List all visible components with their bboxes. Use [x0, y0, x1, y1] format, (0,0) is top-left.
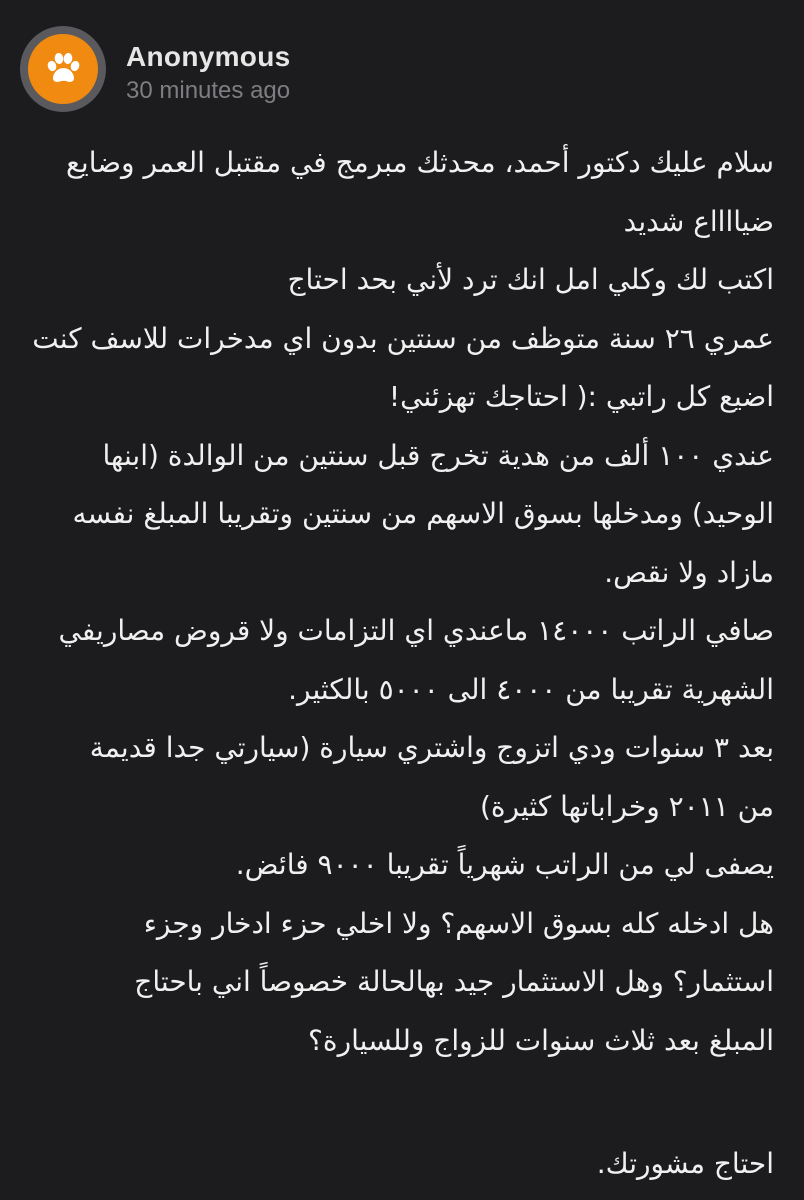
post-text-line: اكتب لك وكلي امل انك ترد لأني بحد احتاج — [287, 263, 774, 296]
post-text-blank-line — [20, 1070, 774, 1129]
post-text-line: المبلغ بعد ثلاث سنوات للزواج وللسيارة؟ — [308, 1023, 774, 1057]
post-text-line: من ٢٠١١ وخراباتها كثيرة) — [479, 789, 774, 823]
avatar-circle — [28, 34, 98, 104]
post-text-line: احتاج مشورتك. — [596, 1146, 774, 1180]
paw-icon — [43, 49, 83, 89]
post-text-line: ضيااااع شديد — [623, 204, 774, 238]
post-text-line: عندي ١٠٠ ألف من هدية تخرج قبل سنتين من الوالدة (ابنها — [102, 438, 774, 472]
post-text-line: صافي الراتب ١٤٠٠٠ ماعندي اي التزامات ولا قروض مصاريفي — [58, 614, 774, 647]
post-text-line: بعد ٣ سنوات ودي اتزوج واشتري سيارة (سيارتي جدا قديمة — [89, 731, 774, 764]
post-text-line: عمري ٢٦ سنة متوظف من سنتين بدون اي مدخرات للاسف كنت — [32, 321, 774, 355]
post-header — [20, 26, 290, 116]
post-text-line: هل ادخله كله بسوق الاسهم؟ ولا اخلي حزء ادخار وجزء — [143, 906, 774, 940]
post-body — [20, 134, 774, 1193]
post-timestamp: 30 minutes ago — [126, 77, 291, 104]
post-text-line: اضيع كل راتبي :( احتاجك تهزئني! — [388, 380, 774, 413]
post-text-line: الوحيد) ومدخلها بسوق الاسهم من سنتين وتقريبا المبلغ نفسه — [72, 497, 774, 530]
avatar[interactable] — [20, 26, 106, 112]
post-text-line: سلام عليك دكتور أحمد، محدثك مبرمج في مقتبل العمر وضايع — [66, 146, 774, 179]
author-name[interactable]: Anonymous — [126, 41, 291, 72]
post-text-line: الشهرية تقريبا من ٤٠٠٠ الى ٥٠٠٠ بالكثير. — [288, 672, 774, 706]
post-text-line: يصفى لي من الراتب شهرياً تقريبا ٩٠٠٠ فائض. — [235, 848, 774, 881]
post-meta — [126, 40, 290, 106]
post-text-line: استثمار؟ وهل الاستثمار جيد بهالحالة خصوصاً اني باحتاج — [134, 965, 774, 998]
post-text-line: مازاد ولا نقص. — [604, 555, 774, 589]
